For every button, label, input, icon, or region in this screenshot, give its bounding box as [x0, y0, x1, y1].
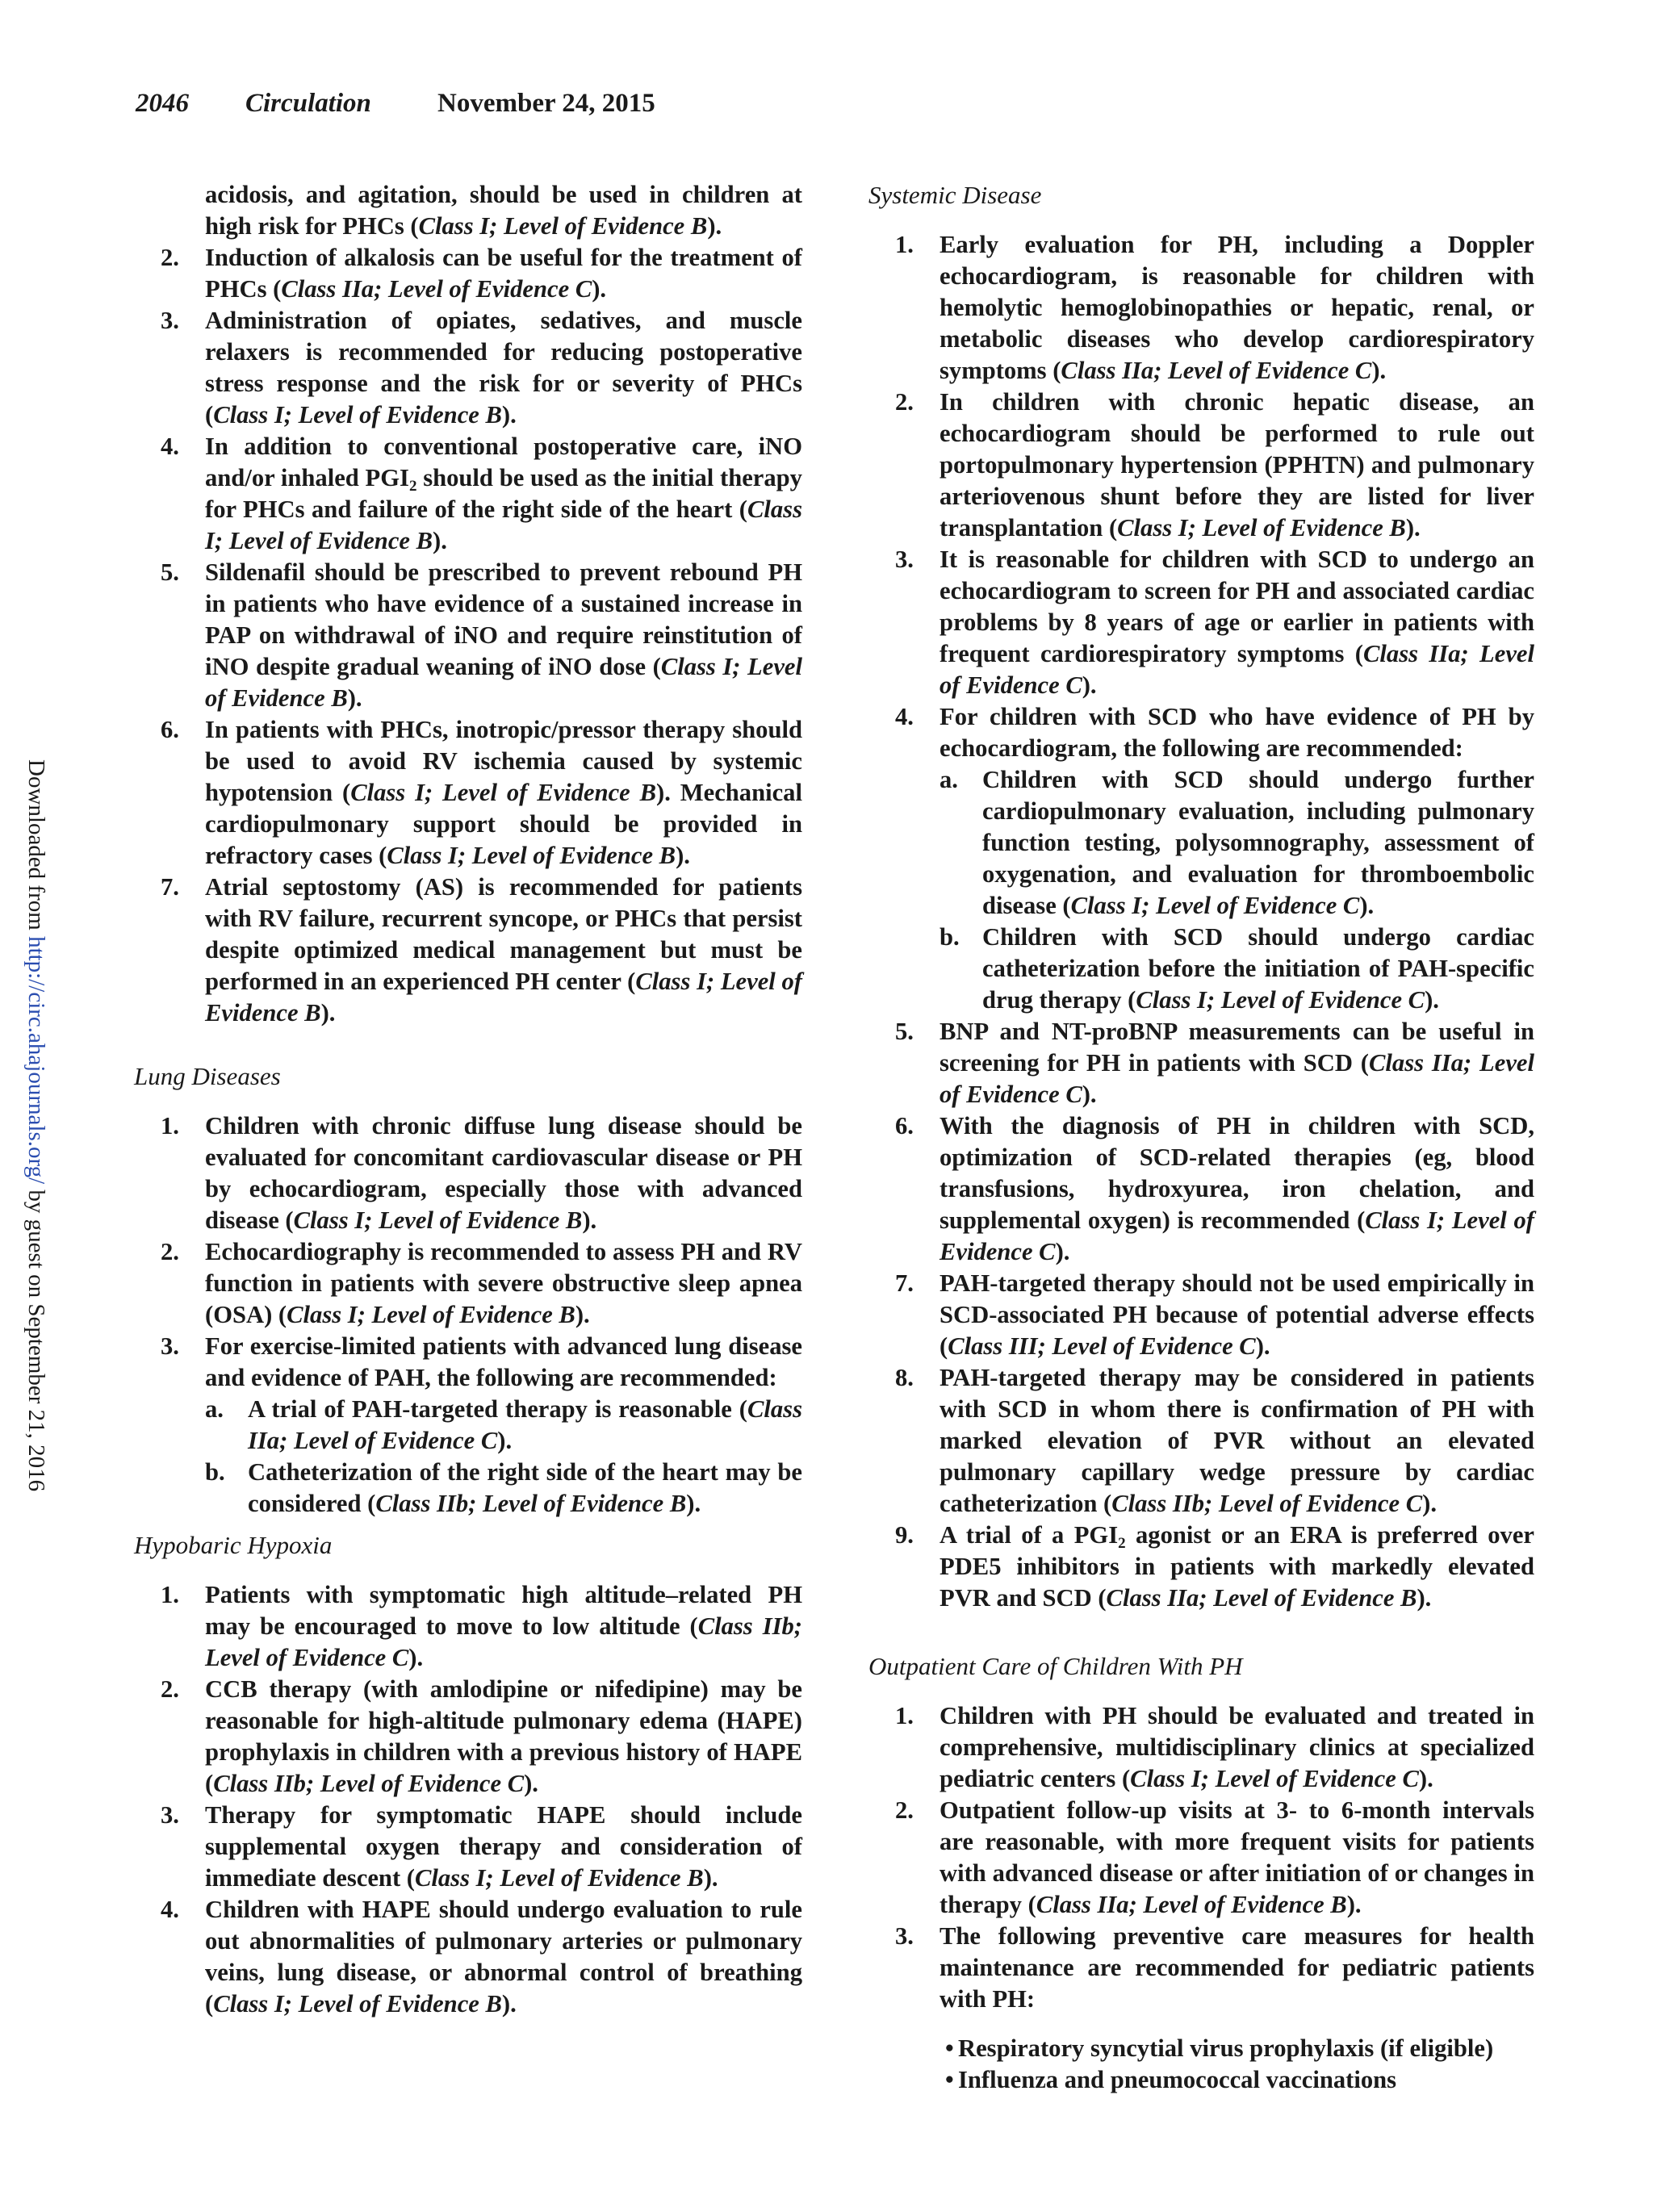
list-subitem: b. Children with SCD should undergo cardiac catheterization before the initiation of PAH-specific drug therapy (Class I; Level of Evidence C).: [939, 923, 1534, 1014]
list-item: 3. For exercise-limited patients with advanced lung disease and evidence of PAH, the following are recommended: a. A trial of PAH-targeted therapy is reasonable (Class IIa; Level of Evidence C). b. Catheterization of the right side of the heart may be considered (Class IIb; Level of Evidence B).: [134, 1331, 802, 1520]
list-item: 7. Atrial septostomy (AS) is recommended for patients with RV failure, recurrent syncope, or PHCs that persist despite optimized medical management but must be performed in an experienced PH center (Class I; Level of Evidence B).: [161, 873, 802, 1027]
list-item: 2. Induction of alkalosis can be useful for the treatment of PHCs (Class IIa; Level of Evidence C).: [161, 244, 802, 303]
list-item: 2. In children with chronic hepatic disease, an echocardiogram should be performed to rule out portopulmonary hypertension (PPHTN) and pulmonary arteriovenous shunt before they are listed for liver transplantation (Class I; Level of Evidence B).: [895, 388, 1534, 542]
download-note: Downloaded from http://circ.ahajournals.org/ by guest on September 21, 2016: [23, 759, 49, 1492]
list-item: 5. Sildenafil should be prescribed to prevent rebound PH in patients who have evidence of a sustained increase in PAP on withdrawal of iNO and require reinstitution of iNO despite gradual weaning of iNO dose (Class I; Level of Evidence B).: [161, 558, 802, 712]
issue-date: November 24, 2015: [437, 89, 655, 118]
lung-disease-subitems: [205, 1394, 802, 1520]
section-heading-systemic-disease: Systemic Disease: [868, 181, 1042, 209]
list-item: 9. A trial of a $PGI_2$ agonist or an ERA is preferred over PDE5 inhibitors in patients with markedly elevated PVR and SCD (Class IIa; Level of Evidence B).: [895, 1521, 1534, 1612]
scd-subitems: [939, 764, 1534, 1016]
journal-link[interactable]: http://circ.ahajournals.org/: [23, 936, 49, 1185]
preventive-care-bullets: [868, 2033, 1534, 2096]
bullet-item: • Influenza and pneumococcal vaccinations: [945, 2064, 1534, 2096]
journal-name: Circulation: [245, 89, 371, 118]
list-item: 4. For children with SCD who have evidence of PH by echocardiogram, the following are recommended: a. Children with SCD should undergo further cardiopulmonary evaluation, including pulmonary function testing, polysomnography, assessment of oxygenation, and evaluation for thromboembolic disease (Class I; Level of Evidence C). b. Children with SCD should undergo cardiac catheterization before the initiation of PAH-specific drug therapy (Class I; Level of Evidence C).: [868, 701, 1534, 1016]
lung-disease-recommendations: [134, 1110, 802, 1520]
list-item: 2. CCB therapy (with amlodipine or nifedipine) may be reasonable for high-altitude pulmonary edema (HAPE) prophylaxis in children with a previous history of HAPE (Class IIb; Level of Evidence C).: [161, 1675, 802, 1797]
list-item: 1. Patients with symptomatic high altitude–related PH may be encouraged to move to low altitude (Class IIb; Level of Evidence C).: [161, 1581, 802, 1671]
systemic-disease-recommendations: [868, 229, 1534, 1614]
list-item: 4. In addition to conventional postoperative care, iNO and/or inhaled $PGI_2$ should be used as the initial therapy for PHCs and failure of the right side of the heart (Class I; Level of Evidence B).: [161, 433, 802, 554]
page-number: 2046: [136, 89, 189, 118]
bullet-item: • Respiratory syncytial virus prophylaxis (if eligible): [945, 2033, 1534, 2064]
continued-recommendation: acidosis, and agitation, should be used in children at high risk for PHCs (Class I; Level of Evidence B).: [205, 181, 802, 240]
list-item: 4. Children with HAPE should undergo evaluation to rule out abnormalities of pulmonary arteries or pulmonary veins, lung disease, or abnormal control of breathing (Class I; Level of Evidence B).: [161, 1896, 802, 2018]
list-item: 8. PAH-targeted therapy may be considered in patients with SCD in whom there is confirmation of PH with marked elevation of PVR without an elevated pulmonary capillary wedge pressure by cardiac catheterization (Class IIb; Level of Evidence C).: [895, 1364, 1534, 1517]
outpatient-care-recommendations: [868, 1700, 1534, 2015]
postoperative-recommendations: [134, 242, 802, 1029]
hypobaric-hypoxia-recommendations: [134, 1579, 802, 2020]
list-item: 1. Children with chronic diffuse lung disease should be evaluated for concomitant cardiovascular disease or PH by echocardiogram, especially those with advanced disease (Class I; Level of Evidence B).: [161, 1112, 802, 1234]
list-item: 2. Echocardiography is recommended to assess PH and RV function in patients with severe obstructive sleep apnea (OSA) (Class I; Level of Evidence B).: [161, 1238, 802, 1328]
list-item: 3. Therapy for symptomatic HAPE should include supplemental oxygen therapy and consideration of immediate descent (Class I; Level of Evidence B).: [161, 1801, 802, 1892]
list-item: 7. PAH-targeted therapy should not be used empirically in SCD-associated PH because of potential adverse effects (Class III; Level of Evidence C).: [895, 1269, 1534, 1360]
section-heading-lung-diseases: Lung Diseases: [134, 1062, 281, 1090]
list-item: 1. Early evaluation for PH, including a Doppler echocardiogram, is reasonable for children with hemolytic hemoglobinopathies or hepatic, renal, or metabolic diseases who develop cardiorespiratory symptoms (Class IIa; Level of Evidence C).: [895, 231, 1534, 384]
list-item: 3. The following preventive care measures for health maintenance are recommended for pediatric patients with PH:: [895, 1922, 1534, 2013]
left-column: [134, 179, 802, 2020]
section-heading-hypobaric-hypoxia: Hypobaric Hypoxia: [134, 1531, 333, 1559]
list-item: 1. Children with PH should be evaluated and treated in comprehensive, multidisciplinary clinics at specialized pediatric centers (Class I; Level of Evidence C).: [895, 1702, 1534, 1792]
list-item: 2. Outpatient follow-up visits at 3- to 6-month intervals are reasonable, with more frequent visits for patients with advanced disease or after initiation of or changes in therapy (Class IIa; Level of Evidence B).: [895, 1796, 1534, 1918]
running-header: [136, 89, 655, 119]
bullet-icon: •: [945, 2066, 954, 2093]
list-subitem: b. Catheterization of the right side of the heart may be considered (Class IIb; Level of Evidence B).: [205, 1458, 802, 1517]
list-item: 6. With the diagnosis of PH in children with SCD, optimization of SCD-related therapies (eg, blood transfusions, hydroxyurea, iron chelation, and supplemental oxygen) is recommended (Class I; Level of Evidence C).: [895, 1112, 1534, 1265]
list-subitem: a. A trial of PAH-targeted therapy is reasonable (Class IIa; Level of Evidence C).: [205, 1395, 802, 1454]
right-column: [868, 179, 1534, 2096]
section-heading-outpatient-care: Outpatient Care of Children With PH: [868, 1652, 1243, 1680]
list-subitem: a. Children with SCD should undergo further cardiopulmonary evaluation, including pulmonary function testing, polysomnography, assessment of oxygenation, and evaluation for thromboembolic disease (Class I; Level of Evidence C).: [939, 766, 1534, 919]
bullet-icon: •: [945, 2034, 954, 2062]
list-item: 3. Administration of opiates, sedatives, and muscle relaxers is recommended for reducing postoperative stress response and the risk for or severity of PHCs (Class I; Level of Evidence B).: [161, 307, 802, 429]
list-item: 5. BNP and NT-proBNP measurements can be useful in screening for PH in patients with SCD (Class IIa; Level of Evidence C).: [895, 1018, 1534, 1108]
list-item: 6. In patients with PHCs, inotropic/pressor therapy should be used to avoid RV ischemia caused by systemic hypotension (Class I; Level of Evidence B). Mechanical cardiopulmonary support should be provided in refractory cases (Class I; Level of Evidence B).: [161, 716, 802, 869]
list-item: 3. It is reasonable for children with SCD to undergo an echocardiogram to screen for PH and associated cardiac problems by 8 years of age or earlier in patients with frequent cardiorespiratory symptoms (Class IIa; Level of Evidence C).: [895, 546, 1534, 699]
